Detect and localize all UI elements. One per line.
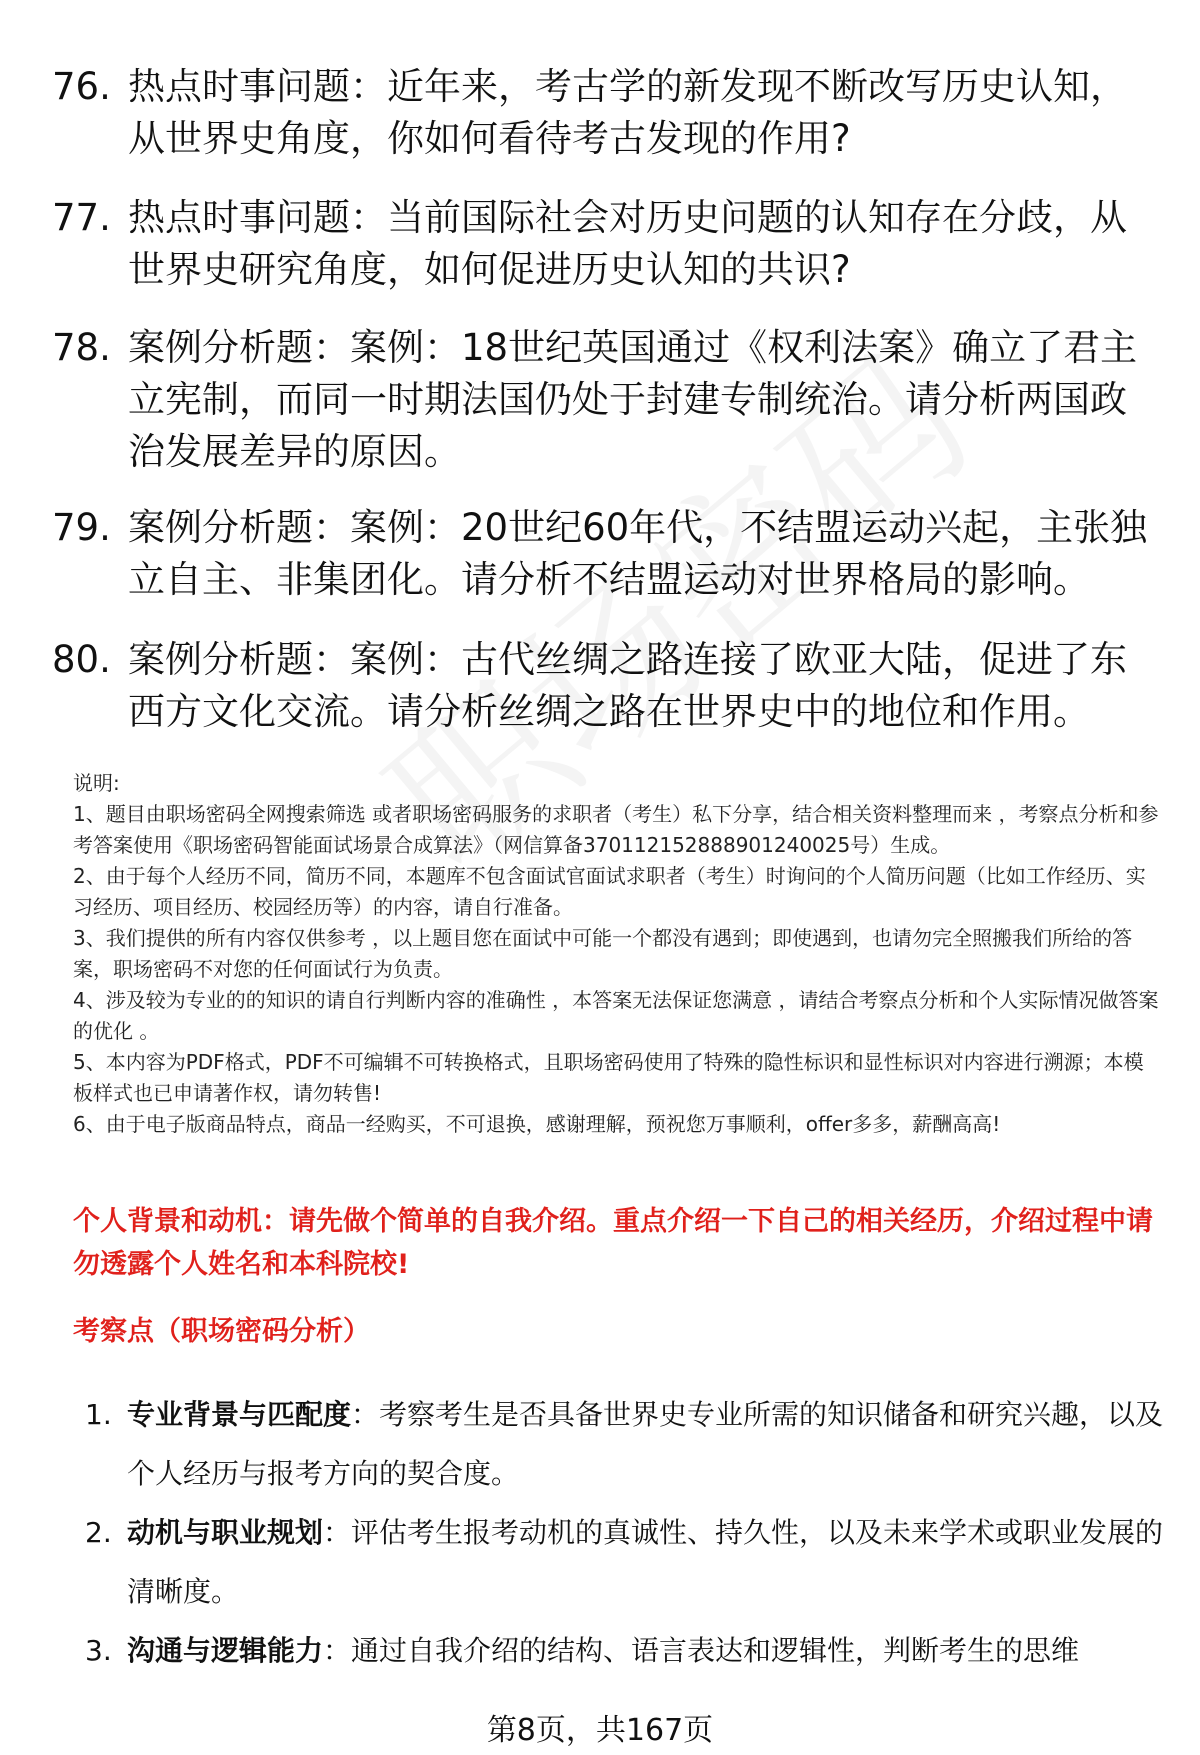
- page-footer: 第8页，共167页: [486, 1713, 714, 1748]
- analysis-item: [85, 1621, 1165, 1680]
- item-number: 1.: [85, 1398, 112, 1431]
- question-text: 案例分析题：案例：古代丝绸之路连接了欧亚大陆，促进了东西方文化交流。请分析丝绸之路在世界史中的地位和作用。: [128, 638, 1127, 733]
- question-80: [52, 634, 1162, 738]
- item-number: 2.: [85, 1516, 112, 1549]
- note-item: 5、本内容为PDF格式，PDF不可编辑不可转换格式，且职场密码使用了特殊的隐性标识和显性标识对内容进行溯源；本模板样式也已申请著作权，请勿转售!: [73, 1050, 1144, 1105]
- note-item: 6、由于电子版商品特点，商品一经购买，不可退换，感谢理解，预祝您万事顺利，offer多多，薪酬高高!: [73, 1112, 1001, 1136]
- question-heading: 个人背景和动机：请先做个简单的自我介绍。重点介绍一下自己的相关经历，介绍过程中请勿透露个人姓名和本科院校!: [73, 1206, 1153, 1280]
- question-text: 案例分析题：案例：18世纪英国通过《权利法案》确立了君主立宪制，而同一时期法国仍处于封建专制统治。请分析两国政治发展差异的原因。: [128, 326, 1138, 473]
- item-text: ：通过自我介绍的结构、语言表达和逻辑性，判断考生的思维: [323, 1634, 1080, 1667]
- note-item: 1、题目由职场密码全网搜索筛选 或者职场密码服务的求职者（考生）私下分享，结合相关资料整理而来 ，考察点分析和参考答案使用《职场密码智能面试场景合成算法》（网信算备370112152888901240025号）生成。: [73, 802, 1159, 857]
- notes-section: [73, 768, 1163, 1140]
- question-number: 76.: [52, 65, 111, 108]
- question-text: 热点时事问题：近年来，考古学的新发现不断改写历史认知，从世界史角度，你如何看待考古发现的作用?: [128, 65, 1127, 160]
- analysis-list: [85, 1385, 1165, 1680]
- note-item: 3、我们提供的所有内容仅供参考 ，以上题目您在面试中可能一个都没有遇到；即使遇到，也请勿完全照搬我们所给的答案，职场密码不对您的任何面试行为负责。: [73, 926, 1133, 981]
- question-number: 78.: [52, 326, 111, 369]
- item-label: 专业背景与匹配度: [127, 1398, 352, 1431]
- item-label: 沟通与逻辑能力: [127, 1634, 324, 1667]
- analysis-item: [85, 1385, 1165, 1503]
- item-text: ：评估考生报考动机的真诚性、持久性，以及未来学术或职业发展的清晰度。: [127, 1516, 1164, 1608]
- question-77: [52, 192, 1162, 296]
- question-number: 80.: [52, 638, 111, 681]
- item-number: 3.: [85, 1634, 112, 1667]
- notes-title: 说明:: [73, 771, 120, 795]
- note-item: 2、由于每个人经历不同，简历不同，本题库不包含面试官面试求职者（考生）时询问的个人简历问题（比如工作经历、实习经历、项目经历、校园经历等）的内容，请自行准备。: [73, 864, 1146, 919]
- question-text: 热点时事问题：当前国际社会对历史问题的认知存在分歧，从世界史研究角度，如何促进历史认知的共识?: [128, 196, 1127, 291]
- question-number: 77.: [52, 196, 111, 239]
- analysis-item: [85, 1503, 1165, 1621]
- question-number: 79.: [52, 506, 111, 549]
- question-76: [52, 61, 1162, 165]
- analysis-heading: 考察点（职场密码分析）: [73, 1316, 370, 1347]
- question-text: 案例分析题：案例：20世纪60年代，不结盟运动兴起，主张独立自主、非集团化。请分析不结盟运动对世界格局的影响。: [128, 506, 1148, 601]
- item-label: 动机与职业规划: [127, 1516, 324, 1549]
- question-79: [52, 502, 1162, 606]
- note-item: 4、涉及较为专业的的知识的请自行判断内容的准确性 ，本答案无法保证您满意 ，请结合考察点分析和个人实际情况做答案的优化 。: [73, 988, 1159, 1043]
- item-text: ：考察考生是否具备世界史专业所需的知识储备和研究兴趣，以及个人经历与报考方向的契合度。: [127, 1398, 1164, 1490]
- question-78: [52, 322, 1162, 478]
